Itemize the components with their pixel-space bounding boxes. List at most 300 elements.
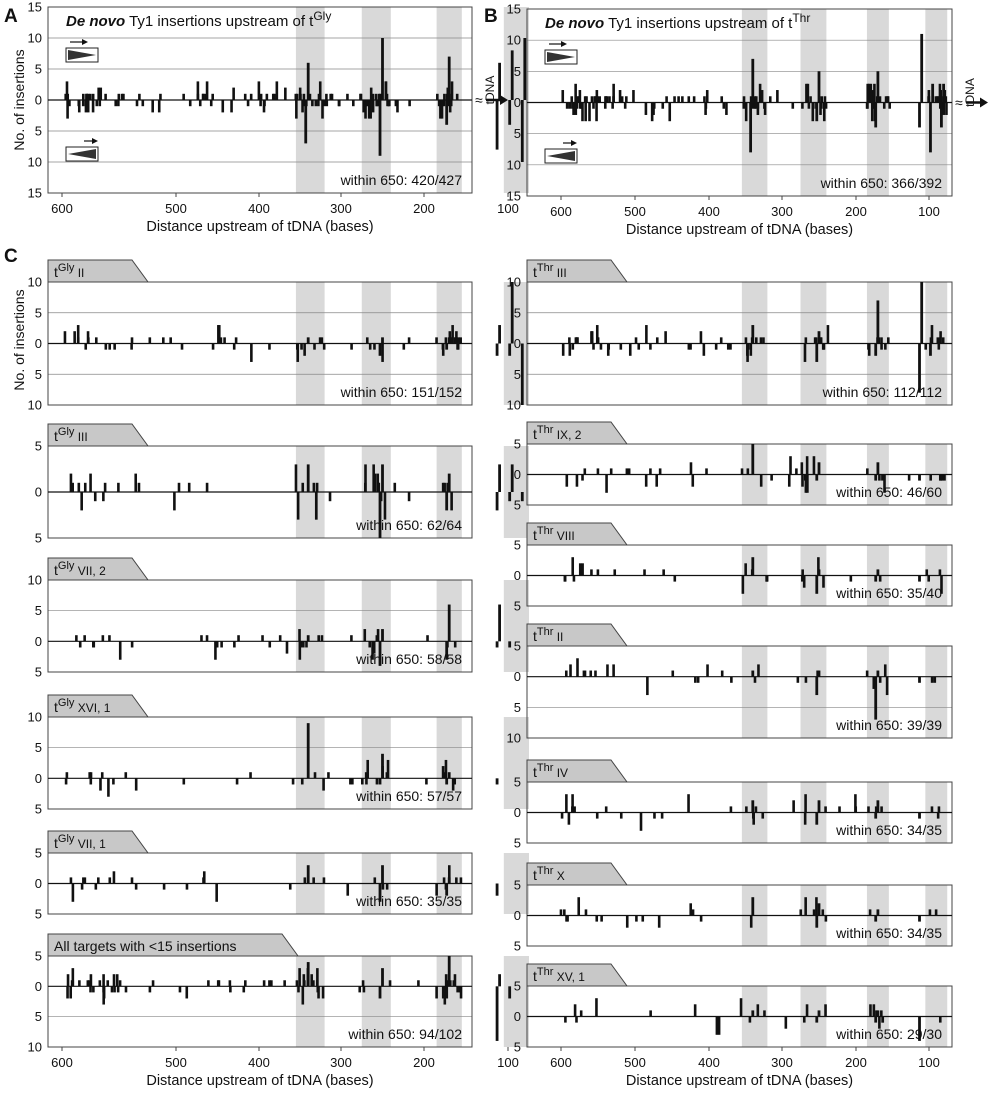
tab-sup: Thr <box>536 762 554 774</box>
bar <box>206 635 209 641</box>
bar <box>66 94 69 100</box>
bar <box>95 100 98 106</box>
bar <box>827 325 830 343</box>
bar <box>329 492 332 501</box>
bar-peak <box>877 462 880 474</box>
bar <box>605 475 608 493</box>
bar <box>134 474 137 492</box>
bar <box>313 483 316 492</box>
bar <box>924 344 927 350</box>
bar-peak <box>498 464 501 492</box>
bar <box>806 1004 809 1016</box>
title-text: Ty1 insertions upstream of t <box>125 13 314 30</box>
panel-c13 <box>514 964 952 1089</box>
bar <box>317 635 320 641</box>
bar <box>205 94 208 100</box>
bar <box>232 88 235 100</box>
y-tick-label: 0 <box>513 908 521 923</box>
bar <box>446 980 449 986</box>
bar <box>268 344 271 350</box>
bar <box>158 100 161 112</box>
bar <box>323 877 326 883</box>
bar <box>655 475 658 487</box>
bar-peak <box>818 800 821 812</box>
bar-peak <box>445 778 448 784</box>
bar <box>152 980 155 986</box>
bar <box>610 468 613 474</box>
bar <box>244 94 247 100</box>
panel-c5 <box>35 831 529 922</box>
bar <box>939 90 942 102</box>
bar <box>385 81 388 100</box>
x-tick-label: 200 <box>845 1055 867 1070</box>
tdna-arrow-head <box>980 98 988 108</box>
bar-peak <box>751 325 754 343</box>
bar <box>643 569 646 575</box>
bar <box>98 100 101 106</box>
bar <box>626 468 629 474</box>
bar <box>263 100 266 106</box>
bar <box>95 884 98 890</box>
bar <box>321 337 324 343</box>
bar <box>297 492 300 520</box>
y-tick-label: 5 <box>513 877 521 893</box>
bar <box>321 635 324 641</box>
tab-sub: VII, 2 <box>74 564 106 578</box>
bar <box>939 1017 942 1023</box>
bar <box>258 81 261 100</box>
bar <box>97 88 100 100</box>
bar <box>632 90 635 102</box>
bar <box>369 344 372 350</box>
bar <box>703 344 706 356</box>
panel-c12 <box>514 863 952 954</box>
within-label: within 650: 112/112 <box>822 384 942 400</box>
bar <box>580 103 583 109</box>
bar <box>595 916 598 922</box>
bar-peak <box>521 100 524 162</box>
bar-peak <box>918 103 921 128</box>
bar <box>72 884 75 902</box>
bar <box>215 884 218 902</box>
bar <box>181 344 184 350</box>
bar <box>649 344 652 350</box>
bar <box>318 94 321 100</box>
bar <box>261 635 264 641</box>
bar <box>884 664 887 676</box>
bar-peak <box>931 84 934 103</box>
x-tick-label: 600 <box>51 1055 73 1070</box>
bar <box>745 806 748 812</box>
bar <box>179 986 182 992</box>
bar <box>583 671 586 677</box>
bar <box>312 877 315 883</box>
bar-peak <box>818 569 821 575</box>
bar <box>376 778 379 784</box>
y-tick-label: 0 <box>34 336 42 351</box>
bar <box>575 1017 578 1023</box>
bar <box>250 94 253 100</box>
bar-peak <box>523 38 526 100</box>
bar <box>824 96 827 102</box>
panel-letter-b: B <box>484 6 498 27</box>
bar <box>116 974 119 986</box>
bar <box>797 677 800 683</box>
bar <box>220 641 223 647</box>
y-tick-label: 0 <box>34 978 42 994</box>
y-tick-label: 0 <box>34 876 42 891</box>
bar <box>785 1017 788 1029</box>
tab-main: t <box>54 264 58 280</box>
bar <box>938 806 941 812</box>
bar <box>426 635 429 641</box>
x-tick-label: 100 <box>918 1055 940 1070</box>
bar <box>346 94 349 100</box>
bar-peak <box>307 635 310 641</box>
bar-peak <box>918 576 921 582</box>
bar-peak <box>496 344 499 356</box>
bar-peak <box>877 909 880 915</box>
tab-sub: III <box>74 430 88 444</box>
tab-main: t <box>54 835 58 851</box>
panel-c9 <box>514 523 952 614</box>
bar <box>108 344 111 350</box>
bar <box>854 794 857 812</box>
bar <box>316 483 319 492</box>
bar-peak <box>379 100 382 156</box>
bar <box>313 344 316 350</box>
bar-peak <box>751 1010 754 1016</box>
bar-peak <box>874 916 877 922</box>
bar <box>658 916 661 928</box>
within-label: within 650: 420/427 <box>340 172 462 188</box>
bar <box>600 344 603 350</box>
bar <box>310 974 313 986</box>
y-tick-label: 5 <box>513 835 521 851</box>
bar <box>662 569 665 575</box>
bar-peak <box>496 884 499 896</box>
bar <box>568 337 571 343</box>
y-tick-label: 5 <box>513 774 521 790</box>
bar <box>605 806 608 812</box>
y-tick-label: 0 <box>513 467 521 482</box>
y-tick-label: 5 <box>513 1039 521 1055</box>
bar <box>727 344 730 350</box>
bar <box>117 483 120 492</box>
tab-sub: VIII <box>553 529 575 543</box>
panel-tab-label <box>54 938 236 954</box>
y-tick-label: 5 <box>34 366 42 382</box>
bar <box>289 884 292 890</box>
x-tick-label: 500 <box>165 201 187 216</box>
bar <box>350 635 353 641</box>
bar <box>577 897 580 915</box>
bar <box>92 641 95 647</box>
bar <box>668 103 671 122</box>
bar <box>598 96 601 102</box>
bar <box>322 986 325 998</box>
bar <box>386 884 389 890</box>
bar <box>866 671 869 677</box>
bar <box>73 331 76 343</box>
bar <box>363 629 366 641</box>
bar-peak <box>381 629 384 641</box>
bar <box>908 475 911 481</box>
bar <box>125 986 128 992</box>
bar <box>825 103 828 109</box>
bar <box>867 806 870 812</box>
y-tick-label: 10 <box>506 157 521 173</box>
y-tick-label: 10 <box>27 709 42 725</box>
bar <box>629 344 632 356</box>
y-tick-label: 5 <box>34 530 42 546</box>
bar <box>792 800 795 812</box>
x-tick-label: 300 <box>330 1055 352 1070</box>
bar <box>220 337 223 343</box>
bar <box>138 94 141 100</box>
bar <box>212 344 215 350</box>
tab-main: t <box>533 264 537 280</box>
bar <box>565 794 568 812</box>
y-tick-label: 10 <box>506 730 521 746</box>
arrow-head <box>82 39 88 45</box>
bar <box>689 903 692 915</box>
bar <box>607 344 610 356</box>
bar <box>92 94 95 100</box>
bar-peak <box>307 723 310 778</box>
bar <box>64 331 67 343</box>
x-tick-label: 300 <box>771 1055 793 1070</box>
bar-peak <box>877 671 880 677</box>
bar <box>77 325 80 343</box>
bar <box>584 103 587 122</box>
bar-peak <box>521 492 524 501</box>
tab-sub: XVI, 1 <box>74 701 111 715</box>
panel-c11 <box>514 760 952 851</box>
bar <box>608 96 611 102</box>
y-tick-label: 5 <box>34 740 42 756</box>
bar-peak <box>307 464 310 492</box>
bar <box>821 909 824 915</box>
bar <box>259 100 262 106</box>
bar-peak <box>508 100 511 125</box>
bar <box>403 344 406 350</box>
axis-break-mark: ≈ <box>955 94 963 111</box>
bar-peak <box>929 344 932 356</box>
bar <box>813 909 816 915</box>
bar-peak <box>448 956 451 986</box>
bar <box>795 468 798 474</box>
bar <box>804 813 807 825</box>
bar-peak <box>445 986 448 998</box>
y-tick-label: 10 <box>27 274 42 290</box>
bar <box>460 986 463 998</box>
bar <box>162 337 165 343</box>
bar <box>588 103 591 122</box>
bar <box>755 806 758 812</box>
bar <box>929 909 932 915</box>
bar <box>435 337 438 343</box>
bar <box>301 483 304 492</box>
bar <box>359 94 362 100</box>
bar-peak <box>496 641 499 647</box>
bar <box>297 986 300 992</box>
y-tick-label: 5 <box>34 664 42 680</box>
y-tick-label: 5 <box>513 638 521 654</box>
bar <box>119 980 122 986</box>
x-tick-label: 400 <box>698 1055 720 1070</box>
bar <box>186 884 189 890</box>
bar <box>574 1004 577 1016</box>
bar <box>393 483 396 492</box>
bar <box>207 980 210 986</box>
bar <box>805 475 808 493</box>
tab-sub: III <box>553 266 567 280</box>
bar <box>117 986 120 992</box>
bar <box>435 986 438 998</box>
bar <box>92 986 95 992</box>
bar <box>338 100 341 106</box>
bar <box>568 813 571 825</box>
bar <box>789 456 792 474</box>
bar <box>327 772 330 778</box>
bar <box>750 344 753 356</box>
bar <box>763 103 766 109</box>
bar <box>580 1010 583 1016</box>
bar <box>71 483 74 492</box>
y-axis-label-a: No. of insertions <box>11 49 27 151</box>
y-tick-label: 0 <box>34 770 42 786</box>
bar <box>927 576 930 582</box>
bar <box>82 877 85 883</box>
bar <box>715 344 718 350</box>
bar <box>221 100 224 112</box>
y-tick-label: 0 <box>34 92 42 108</box>
bar <box>593 96 596 102</box>
y-tick-label: 15 <box>27 185 42 201</box>
bar-peak <box>521 344 524 406</box>
bar-peak <box>381 968 384 986</box>
bar <box>108 877 111 883</box>
bar <box>408 337 411 343</box>
bar <box>612 96 615 102</box>
bar <box>575 103 578 115</box>
bar <box>441 100 444 119</box>
bar <box>113 974 116 986</box>
tab-main: t <box>533 968 537 984</box>
within-label: within 650: 39/39 <box>836 717 942 733</box>
bar-peak <box>498 605 501 642</box>
bar <box>314 772 317 778</box>
bar <box>235 337 238 343</box>
bar <box>295 464 298 492</box>
bar-peak <box>508 492 511 501</box>
x-tick-label: 500 <box>624 1055 646 1070</box>
within-label: within 650: 366/392 <box>820 175 942 191</box>
bar <box>163 884 166 890</box>
bar <box>694 677 697 683</box>
panel-c4 <box>28 695 529 817</box>
bar-peak <box>751 59 754 103</box>
bar-peak <box>918 813 921 819</box>
bar <box>671 671 674 677</box>
bar-peak <box>815 813 818 825</box>
bar <box>822 103 825 109</box>
tab-sup: Gly <box>57 833 75 845</box>
bar <box>568 344 571 356</box>
panel-c7 <box>507 260 952 413</box>
grey-band <box>504 956 529 1047</box>
bar <box>202 877 205 883</box>
bar-peak <box>815 344 818 362</box>
bar <box>122 94 125 100</box>
x-tick-label: 400 <box>248 201 270 216</box>
bar <box>113 871 116 883</box>
bar-peak <box>874 103 877 128</box>
bar <box>881 475 884 481</box>
bar <box>730 806 733 812</box>
bar <box>819 103 822 115</box>
bar <box>303 344 306 356</box>
bar <box>81 884 84 890</box>
bar <box>653 813 656 819</box>
bar <box>237 635 240 641</box>
bar <box>381 344 384 362</box>
bar <box>869 909 872 915</box>
bar <box>815 337 818 343</box>
bar <box>754 677 757 683</box>
bar <box>408 492 411 501</box>
bar <box>97 877 100 883</box>
bar <box>135 884 138 890</box>
x-axis-label: Distance upstream of tDNA (bases) <box>146 219 374 235</box>
bar <box>645 325 648 343</box>
bar <box>613 569 616 575</box>
bar <box>619 90 622 102</box>
bar <box>721 671 724 677</box>
x-tick-label: 100 <box>918 204 940 219</box>
bar <box>443 483 446 492</box>
bar <box>611 103 614 109</box>
bar <box>315 492 318 520</box>
bar <box>693 96 696 102</box>
bar <box>822 576 825 588</box>
bar-peak <box>448 337 451 343</box>
bar <box>652 103 655 115</box>
x-tick-label: 600 <box>550 204 572 219</box>
bar <box>94 492 97 501</box>
y-tick-label: 5 <box>513 63 521 79</box>
title-bold: De novo <box>545 15 605 32</box>
arrow-head <box>561 41 567 47</box>
bar <box>691 475 694 487</box>
bar-peak <box>815 677 818 695</box>
bar <box>590 569 593 575</box>
bar <box>645 475 648 487</box>
bar <box>700 331 703 343</box>
bar <box>87 94 90 100</box>
bar <box>815 897 818 915</box>
bar <box>108 635 111 641</box>
tab-sub: X <box>553 869 565 883</box>
bar <box>436 94 439 100</box>
bar <box>592 344 595 350</box>
bar-peak <box>448 605 451 642</box>
bar <box>716 1017 719 1035</box>
bar <box>742 103 745 109</box>
bar-peak <box>379 778 382 784</box>
bar <box>87 100 90 112</box>
